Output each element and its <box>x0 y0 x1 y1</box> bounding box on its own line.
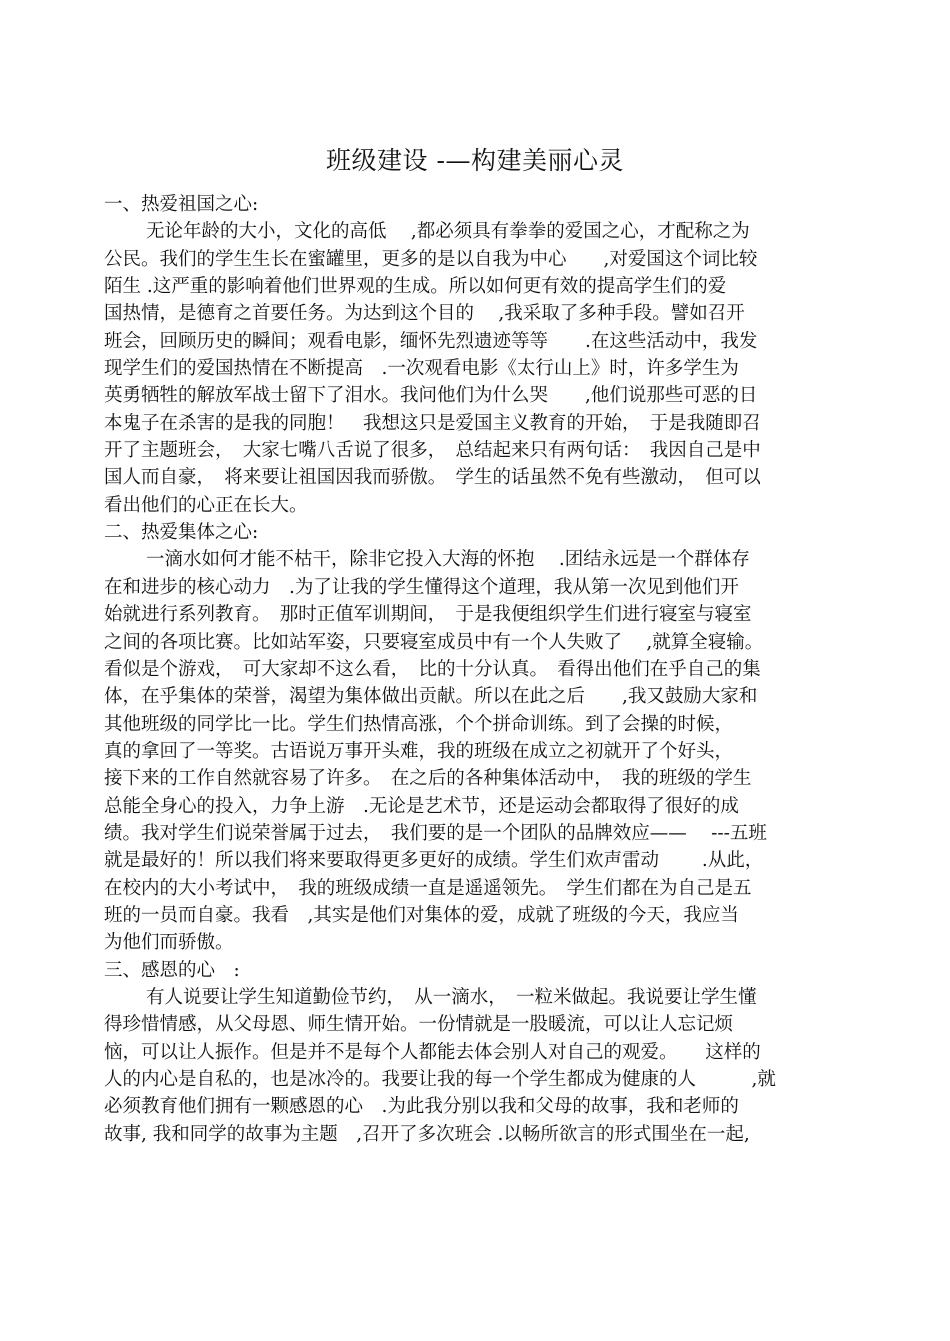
text-line: 在校内的大小考试中， 我的班级成绩一直是遥遥领先。 学生们都在为自己是五 <box>104 877 752 899</box>
text-line: 一、热爱祖国之心: <box>104 194 259 215</box>
text-line: 看出他们的心正在长大。 <box>104 494 308 516</box>
text-line: 为他们而骄傲。 <box>104 932 234 954</box>
text-line: 现学生们的爱国热情在不断提高 .一次观看电影《太行山上》时，许多学生为 <box>104 358 739 380</box>
text-line: 就是最好的！所以我们将来要取得更多更好的成绩。学生们欢声雷动 .从此， <box>104 850 764 872</box>
text-line: 始就进行系列教育。 那时正值军训期间， 于是我便组织学生们进行寝室与寝室 <box>104 604 752 626</box>
text-line: 接下来的工作自然就容易了许多。 在之后的各种集体活动中， 我的班级的学生 <box>104 768 752 790</box>
text-line: 陌生 .这严重的影响着他们世界观的生成。所以如何更有效的提高学生们的爱 <box>104 276 727 298</box>
text-line: 公民。我们的学生生长在蜜罐里，更多的是以自我为中心 ,对爱国这个词比较 <box>104 248 758 270</box>
text-line: 绩。我对学生们说荣誉属于过去， 我们要的是一个团队的品牌效应—— ---五班 <box>104 822 767 844</box>
document-title: 班级建设 -—构建美丽心灵 <box>326 146 624 175</box>
text-line: 三、感恩的心 : <box>104 959 240 981</box>
text-line: 国热情，是德育之首要任务。为达到这个目的 ,我采取了多种手段。譬如召开 <box>104 303 745 325</box>
text-line: 得珍惜情感，从父母恩、师生情开始。一份情就是一股暖流，可以让人忘记烦 <box>104 1014 734 1036</box>
text-line: 真的拿回了一等奖。古语说万事开头难，我的班级在成立之初就开了个好头， <box>104 740 734 762</box>
text-line: 一滴水如何才能不枯干，除非它投入大海的怀抱 .团结永远是一个群体存 <box>146 549 750 571</box>
text-line: 无论年龄的大小，文化的高低 ,都必须具有拳拳的爱国之心，才配称之为 <box>146 221 750 243</box>
document-body <box>104 191 864 1148</box>
text-line: 在和进步的核心动力 .为了让我的学生懂得这个道理，我从第一次见到他们开 <box>104 576 739 598</box>
text-line: 有人说要让学生知道勤俭节约， 从一滴水， 一粒米做起。我说要让学生懂 <box>146 986 757 1008</box>
text-line: 故事, 我和同学的故事为主题 ,召开了多次班会 .以畅所欲言的形式围坐在一起, <box>104 1123 750 1145</box>
text-line: 国人而自豪， 将来要让祖国因我而骄傲。 学生的话虽然不免有些激动， 但可以 <box>104 467 761 489</box>
text-line: 人的内心是自私的，也是冰冷的。我要让我的每一个学生都成为健康的人 ,就 <box>104 1069 776 1090</box>
text-line: 二、热爱集体之心: <box>104 522 259 544</box>
text-line: 班的一员而自豪。我看 ,其实是他们对集体的爱，成就了班级的今天，我应当 <box>104 904 739 926</box>
text-line: 必须教育他们拥有一颗感恩的心 .为此我分别以我和父母的故事，我和老师的 <box>104 1096 739 1118</box>
text-line: 其他班级的同学比一比。学生们热情高涨，个个拼命训练。到了会操的时候， <box>104 713 734 735</box>
text-line: 之间的各项比赛。比如站军姿，只要寝室成员中有一个人失败了 ,就算全寝输。 <box>104 631 764 653</box>
text-line: 本鬼子在杀害的是我的同胞！ 我想这只是爱国主义教育的开始， 于是我随即召 <box>104 412 761 434</box>
text-line: 恼，可以让人振作。但是并不是每个人都能去体会别人对自己的观爱。 这样的 <box>104 1041 761 1063</box>
text-line: 英勇牺牲的解放军战士留下了泪水。我问他们为什么哭 ,他们说那些可恶的日 <box>104 385 758 407</box>
text-line: 体，在乎集体的荣誉，渴望为集体做出贡献。所以在此之后 ,我又鼓励大家和 <box>104 686 758 708</box>
text-line: 开了主题班会， 大家七嘴八舌说了很多， 总结起来只有两句话： 我因自己是中 <box>104 440 761 462</box>
text-line: 看似是个游戏， 可大家却不这么看， 比的十分认真。 看得出他们在乎自己的集 <box>104 658 761 680</box>
text-line: 班会，回顾历史的瞬间；观看电影，缅怀先烈遗迹等等 .在这些活动中，我发 <box>104 330 758 352</box>
text-line: 总能全身心的投入，力争上游 .无论是艺术节，还是运动会都取得了很好的成 <box>104 795 739 817</box>
